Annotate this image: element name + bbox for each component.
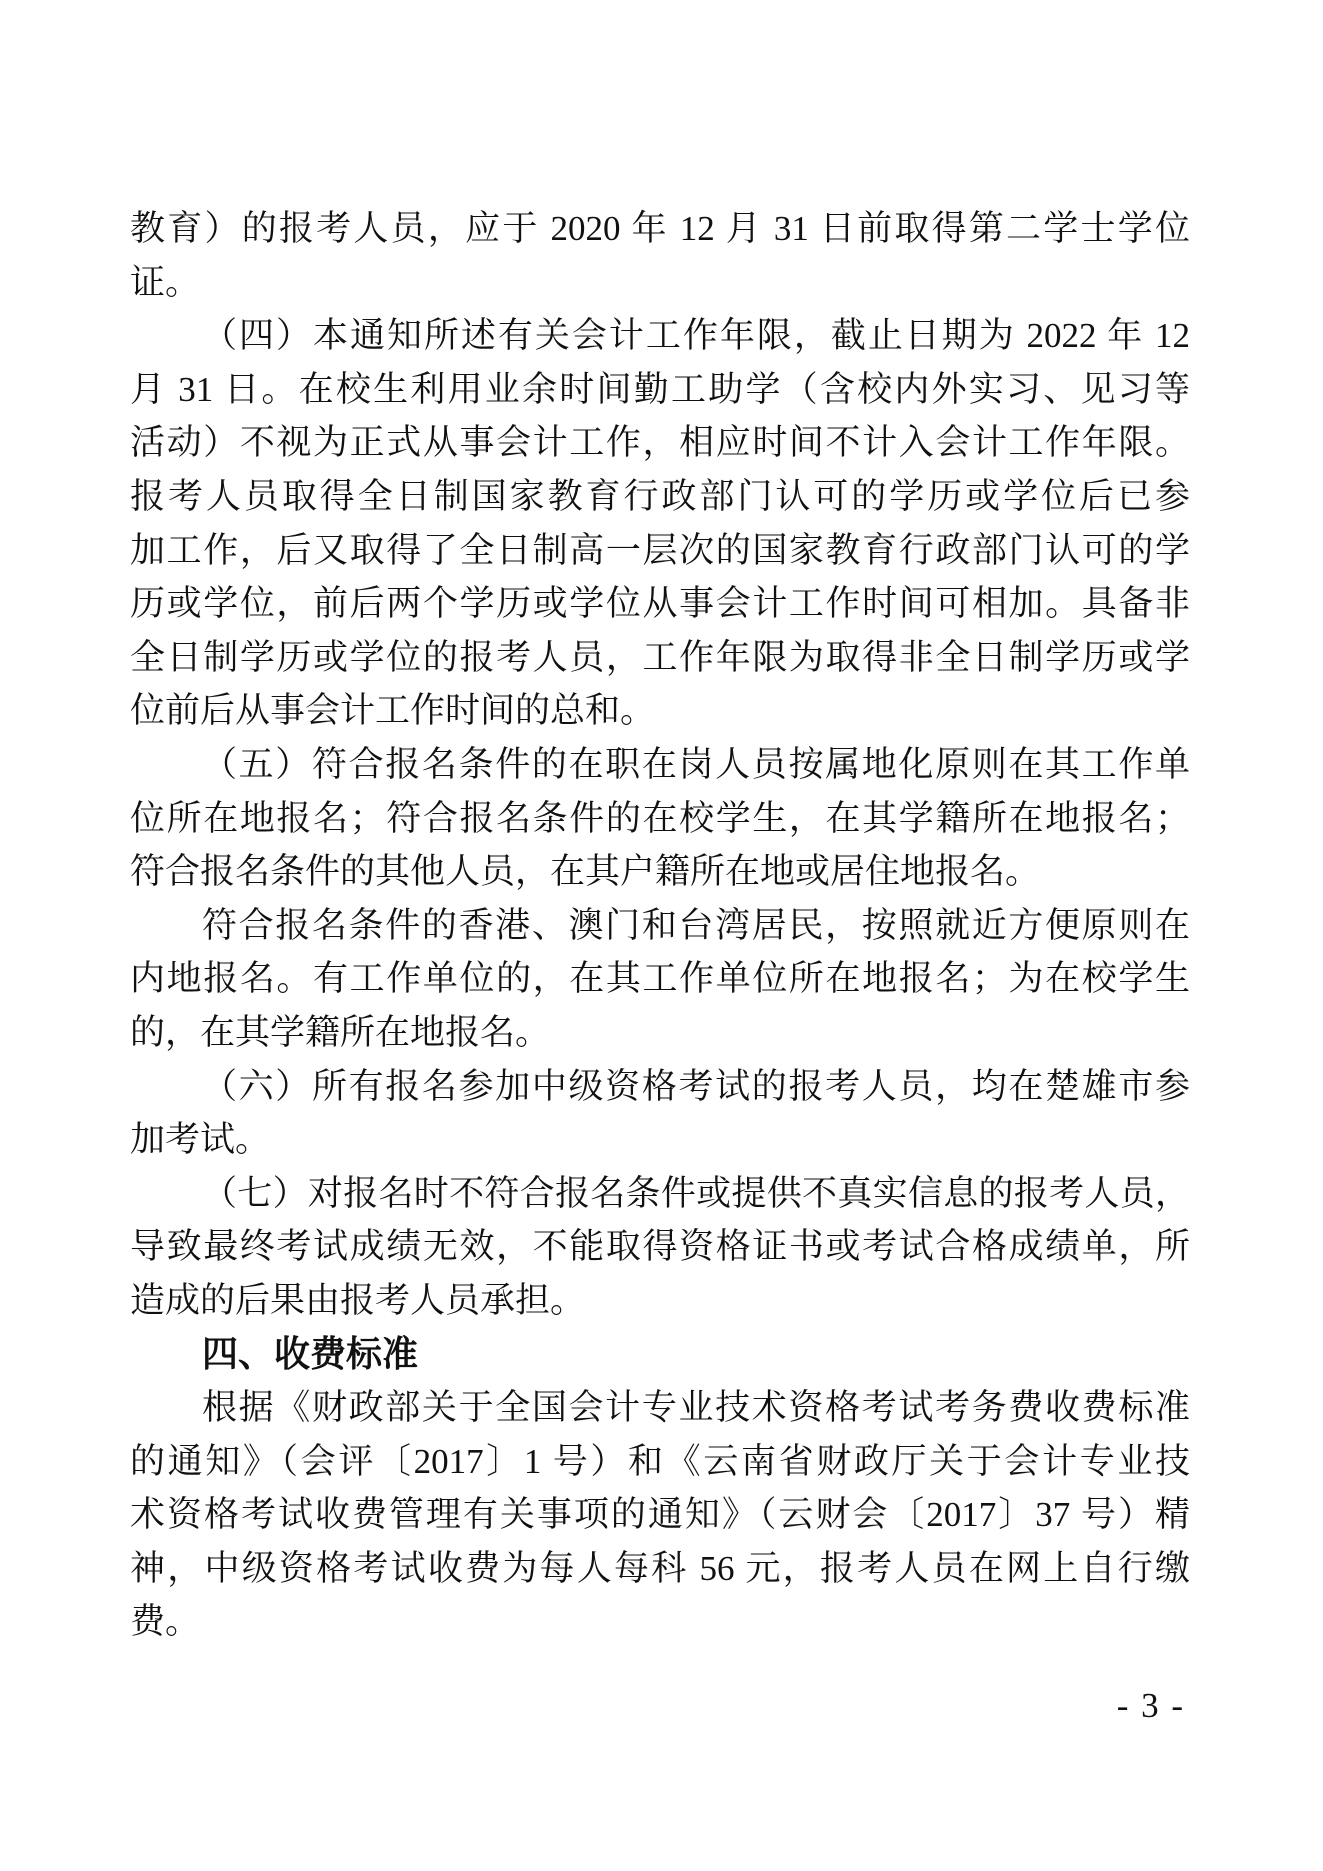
text-line: 造成的后果由报考人员承担。 <box>130 1280 586 1320</box>
text-line: 术资格考试收费管理有关事项的通知》（云财会〔2017〕37 号）精 <box>130 1495 1190 1535</box>
document-body <box>130 202 1190 1649</box>
text-line: 神，中级资格考试收费为每人每科 56 元，报考人员在网上自行缴 <box>130 1548 1190 1588</box>
text-line: 导致最终考试成绩无效，不能取得资格证书或考试合格成绩单，所 <box>130 1227 1190 1267</box>
text-line: 历或学位，前后两个学历或学位从事会计工作时间可相加。具备非 <box>130 584 1190 624</box>
text-line: （六）所有报名参加中级资格考试的报考人员，均在楚雄市参 <box>202 1066 1190 1106</box>
text-line: （七）对报名时不符合报名条件或提供不真实信息的报考人员， <box>202 1173 1190 1213</box>
text-line: 位前后从事会计工作时间的总和。 <box>130 691 656 731</box>
text-line: 位所在地报名；符合报名条件的在校学生，在其学籍所在地报名； <box>130 798 1190 838</box>
text-line: 内地报名。有工作单位的，在其工作单位所在地报名；为在校学生 <box>130 959 1190 999</box>
text-line: 证。 <box>130 262 201 302</box>
page-number: - 3 - <box>1116 1686 1185 1725</box>
text-line: 教育）的报考人员，应于 2020 年 12 月 31 日前取得第二学士学位 <box>130 209 1190 248</box>
text-line: （四）本通知所述有关会计工作年限，截止日期为 2022 年 12 <box>202 316 1190 356</box>
text-line: 报考人员取得全日制国家教育行政部门认可的学历或学位后已参 <box>130 476 1190 516</box>
text-line: 费。 <box>130 1602 201 1642</box>
text-line: 加工作，后又取得了全日制高一层次的国家教育行政部门认可的学 <box>130 530 1190 570</box>
text-line: 符合报名条件的其他人员，在其户籍所在地或居住地报名。 <box>130 852 1041 892</box>
text-line: （五）符合报名条件的在职在岗人员按属地化原则在其工作单 <box>202 744 1190 784</box>
text-line: 活动）不视为正式从事会计工作，相应时间不计入会计工作年限。 <box>130 423 1190 463</box>
text-line: 月 31 日。在校生利用业余时间勤工助学（含校内外实习、见习等 <box>130 369 1190 409</box>
text-line: 的通知》（会评〔2017〕1 号）和《云南省财政厅关于会计专业技 <box>130 1441 1190 1481</box>
text-line: 加考试。 <box>130 1120 271 1160</box>
text-line: 符合报名条件的香港、澳门和台湾居民，按照就近方便原则在 <box>202 905 1190 945</box>
text-line: 根据《财政部关于全国会计专业技术资格考试考务费收费标准 <box>202 1388 1190 1428</box>
text-line: 全日制学历或学位的报考人员，工作年限为取得非全日制学历或学 <box>130 637 1190 677</box>
text-line: 的，在其学籍所在地报名。 <box>130 1012 551 1052</box>
section-heading: 四、收费标准 <box>202 1333 419 1375</box>
